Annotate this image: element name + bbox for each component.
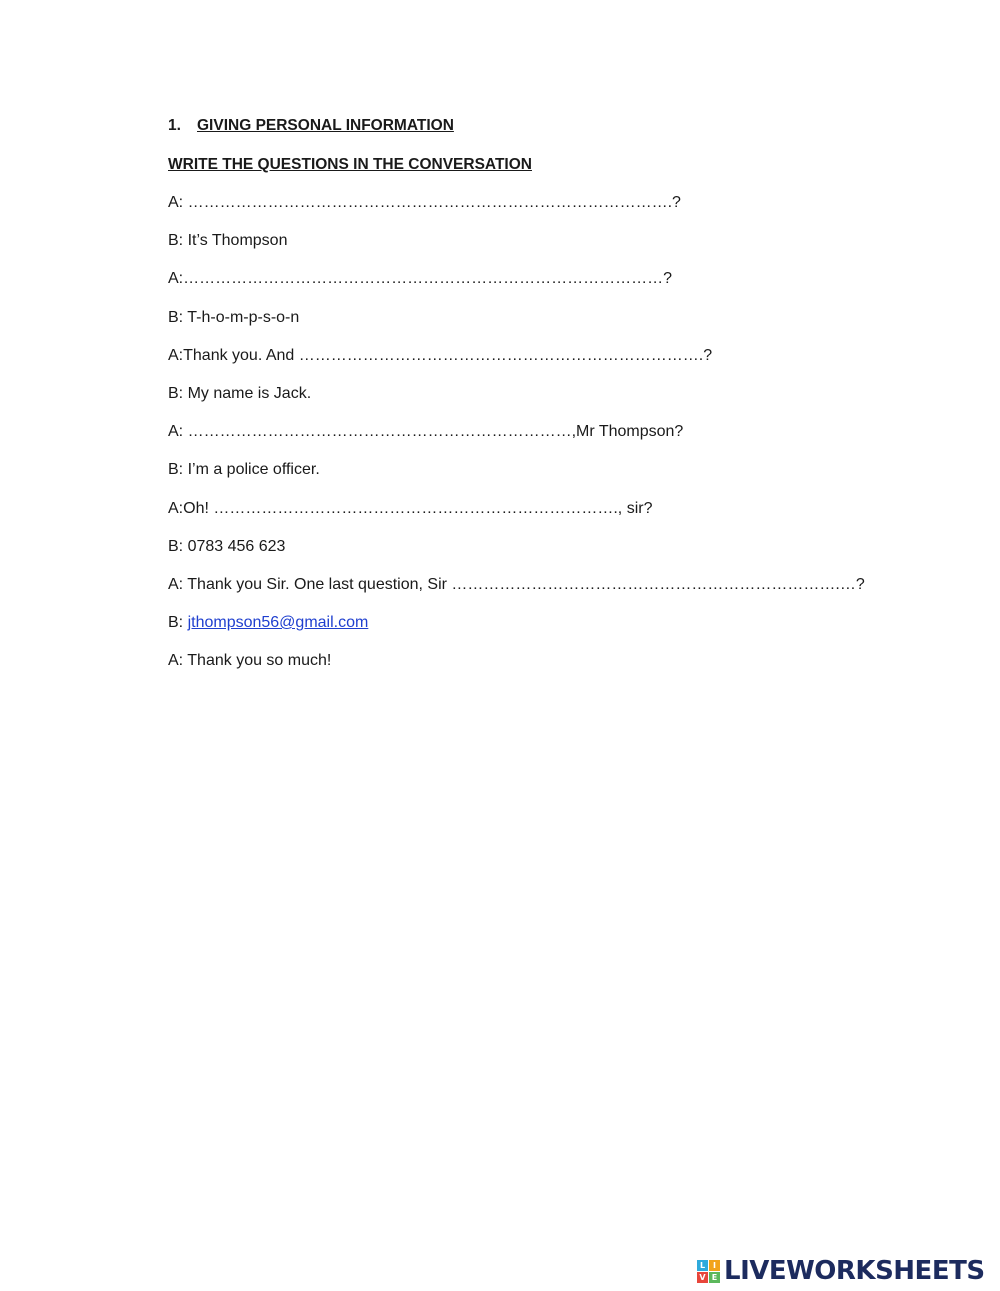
logo-mark-tile: I — [709, 1260, 720, 1271]
dialogue-line: B: T-h-o-m-p-s-o-n — [168, 308, 300, 326]
conversation — [168, 192, 928, 672]
logo-mark-icon — [697, 1260, 720, 1283]
email-line-prefix: B: — [168, 614, 188, 632]
logo-mark-tile: L — [697, 1260, 708, 1271]
section-title: GIVING PERSONAL INFORMATION — [197, 117, 454, 134]
worksheet — [168, 115, 928, 688]
dialogue-line: A: Thank you so much! — [168, 652, 332, 670]
section-number: 1. — [168, 117, 181, 134]
dialogue-line: A:Oh! …………………………………………………………………., sir? — [168, 499, 653, 517]
dialogue-line: A:Thank you. And ………………………………………………………………….? — [168, 346, 713, 364]
section-heading — [168, 115, 928, 137]
dialogue-line: B: 0783 456 623 — [168, 537, 286, 555]
email-link[interactable]: jthompson56@gmail.com — [187, 614, 369, 632]
logo-mark-tile: E — [709, 1272, 720, 1283]
dialogue-line: A: Thank you Sir. One last question, Sir ……………………………………………………………….…? — [168, 575, 865, 593]
instruction-text: WRITE THE QUESTIONS IN THE CONVERSATION — [168, 156, 532, 173]
liveworksheets-logo[interactable] — [697, 1257, 985, 1285]
dialogue-line: A: ………………………………………………………………,Mr Thompson? — [168, 423, 684, 441]
dialogue-line: B: My name is Jack. — [168, 384, 312, 402]
dialogue-line: B: I’m a police officer. — [168, 461, 320, 479]
dialogue-line: A:………………………………………………………………………………? — [168, 270, 673, 288]
logo-mark-tile: V — [697, 1272, 708, 1283]
dialogue-line: B: It’s Thompson — [168, 232, 288, 250]
dialogue-line-email — [168, 612, 928, 634]
dialogue-line: A: ……………………………………………………………………………….? — [168, 194, 681, 211]
instruction-heading — [168, 154, 928, 176]
logo-text: LIVEWORKSHEETS — [724, 1256, 985, 1286]
